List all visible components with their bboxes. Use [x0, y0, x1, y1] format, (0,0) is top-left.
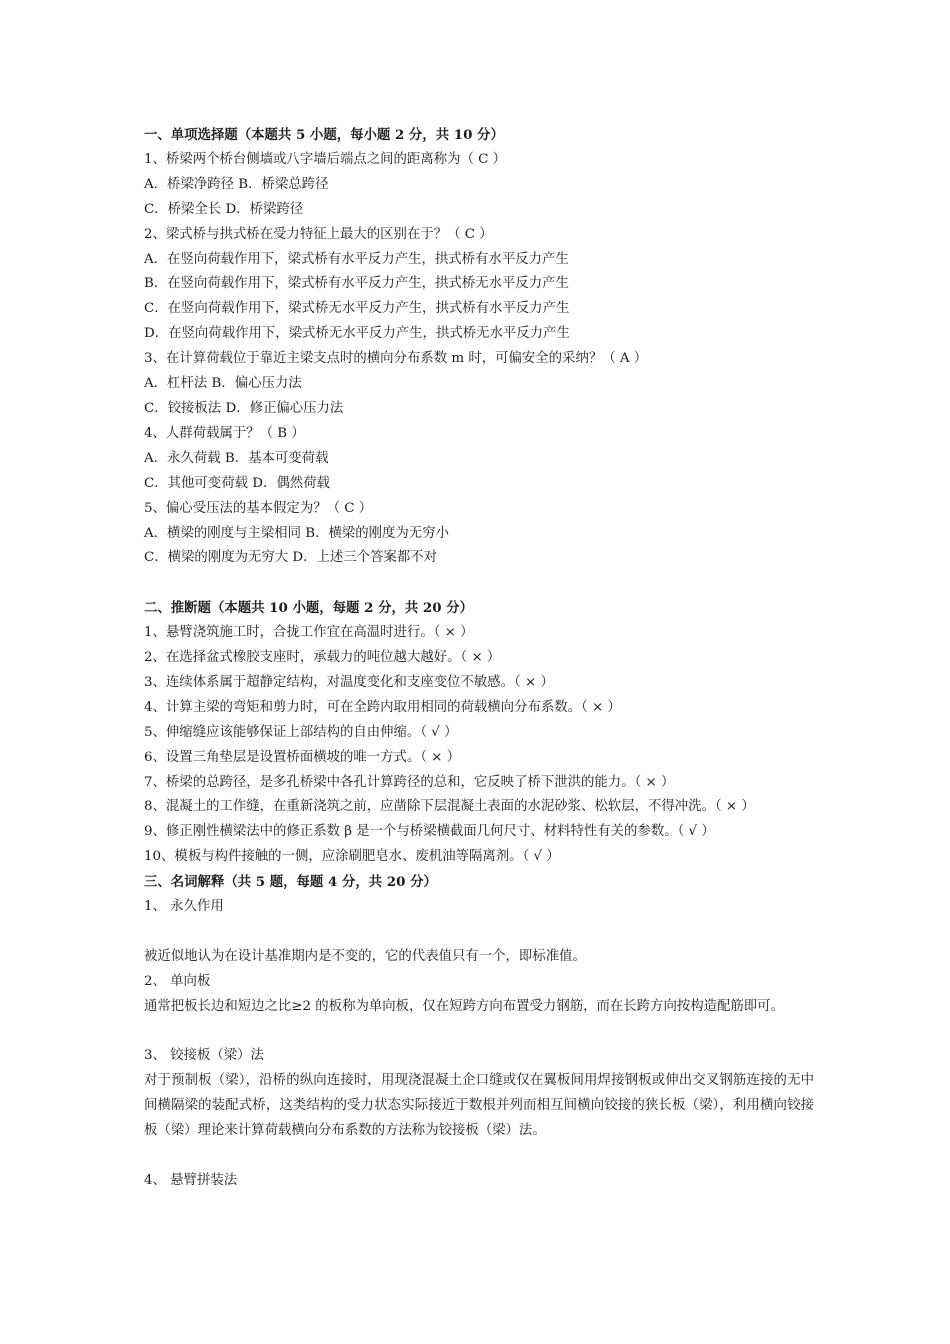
s1-line: 4、人群荷载属于？（ B ） — [144, 425, 305, 441]
s1-line: D．在竖向荷载作用下，梁式桥无水平反力产生，拱式桥无水平反力产生 — [144, 326, 570, 342]
term-title: 4、 悬臂拼装法 — [144, 1173, 238, 1188]
section-2-title: 二、推断题（本题共 10 小题，每题 2 分，共 20 分） — [144, 600, 473, 617]
s2-line: 1、悬臂浇筑施工时，合拢工作宜在高温时进行。（ × ） — [144, 625, 474, 641]
s2-line: 7、桥梁的总跨径，是多孔桥梁中各孔计算跨径的总和，它反映了桥下泄洪的能力。（ × ） — [144, 774, 675, 790]
spacer — [144, 1020, 814, 1045]
s1-line: A．永久荷载 B．基本可变荷载 — [144, 450, 329, 466]
s2-line: 2、在选择盆式橡胶支座时，承载力的吨位越大越好。（ × ） — [144, 650, 501, 666]
s2-line: 10、模板与构件接触的一侧，应涂刷肥皂水、废机油等隔离剂。（ √ ） — [144, 849, 560, 865]
s1-line: C．桥梁全长 D．桥梁跨径 — [144, 201, 304, 217]
s2-line: 3、连续体系属于超静定结构，对温度变化和支座变位不敏感。（ × ） — [144, 674, 554, 690]
s2-line: 6、设置三角垫层是设置桥面横坡的唯一方式。（ × ） — [144, 749, 461, 765]
spacer — [144, 571, 814, 596]
s1-line: A．桥梁净跨径 B．桥梁总跨径 — [144, 176, 329, 192]
term-title: 2、 单向板 — [144, 973, 211, 989]
section-3-title: 三、名词解释（共 5 题，每题 4 分，共 20 分） — [144, 874, 437, 891]
s2-line: 8、混凝土的工作缝，在重新浇筑之前，应凿除下层混凝土表面的水泥砂浆、松软层，不得冲洗。（ × ） — [144, 799, 755, 815]
document-page — [144, 123, 814, 1194]
s1-line: 1、桥梁两个桥台侧墙或八字墙后端点之间的距离称为（ C ） — [144, 151, 507, 167]
spacer — [144, 1144, 814, 1169]
s1-line: C．其他可变荷载 D．偶然荷载 — [144, 475, 330, 491]
s1-line: A．杠杆法 B．偏心压力法 — [144, 376, 302, 392]
s1-line: C．在竖向荷载作用下，梁式桥无水平反力产生，拱式桥有水平反力产生 — [144, 301, 570, 317]
s2-line: 9、修正刚性横梁法中的修正系数 β 是一个与桥梁横截面几何尺寸、材料特性有关的参数。（ √ ） — [144, 824, 715, 840]
section-1-title: 一、单项选择题（本题共 5 小题，每小题 2 分，共 10 分） — [144, 127, 504, 143]
term-definition: 对于预制板（梁），沿桥的纵向连接时，用现浇混凝土企口缝或仅在翼板间用焊接钢板或伸出交叉钢筋连接的无中间横隔梁的装配式桥，这类结构的受力状态实际接近于数根并列而相互间横向铰接的狭长板（梁），利用横向铰接板（梁）理论来计算荷载横向分布系数的方法称为铰接板（梁）法。 — [144, 1073, 814, 1139]
s1-line: B．在竖向荷载作用下，梁式桥有水平反力产生，拱式桥无水平反力产生 — [144, 276, 569, 292]
s1-line: 2、梁式桥与拱式桥在受力特征上最大的区别在于？（ C ） — [144, 226, 493, 242]
s1-line: A．横梁的刚度与主梁相同 B．横梁的刚度为无穷小 — [144, 525, 449, 541]
term-title: 1、 永久作用 — [144, 899, 224, 915]
s1-line: 5、偏心受压法的基本假定为？（ C ） — [144, 500, 373, 516]
s1-line: C．铰接板法 D．修正偏心压力法 — [144, 400, 344, 416]
s1-line: C．横梁的刚度为无穷大 D．上述三个答案都不对 — [144, 550, 438, 566]
s1-line: 3、在计算荷载位于靠近主梁支点时的横向分布系数 m 时，可偏安全的采纳？（ A ） — [144, 351, 648, 367]
term-title: 3、 铰接板（梁）法 — [144, 1048, 264, 1064]
s2-line: 4、计算主梁的弯矩和剪力时，可在全跨内取用相同的荷载横向分布系数。（ × ） — [144, 699, 621, 715]
s1-line: A．在竖向荷载作用下，梁式桥有水平反力产生，拱式桥有水平反力产生 — [144, 251, 569, 267]
term-definition: 被近似地认为在设计基准期内是不变的，它的代表值只有一个，即标准值。 — [144, 948, 586, 964]
s2-line: 5、伸缩缝应该能够保证上部结构的自由伸缩。（ √ ） — [144, 724, 458, 740]
term-definition: 通常把板长边和短边之比≥2 的板称为单向板，仅在短跨方向布置受力钢筋，而在长跨方向按构造配筋即可。 — [144, 998, 784, 1014]
spacer — [144, 920, 814, 945]
